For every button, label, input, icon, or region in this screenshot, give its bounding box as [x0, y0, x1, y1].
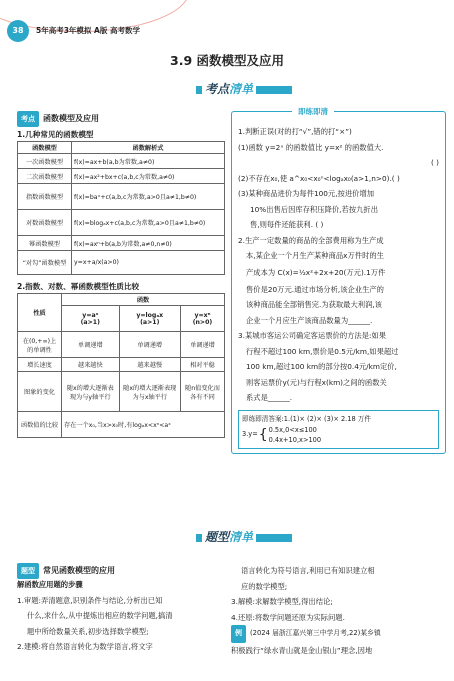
table1-header: 函数解析式: [72, 142, 225, 154]
table-cell: f(x)=baˣ+c(a,b,c为常数,a>0且a≠1,b≠0): [72, 184, 225, 210]
subheading-1: 1.几种常见的函数模型: [17, 130, 94, 139]
text-line: 3.某城市客运公司确定客运票价的方法是:如果: [238, 331, 387, 340]
subheading-2: 2.指数、对数、幂函数模型性质比较: [17, 282, 140, 291]
table-cell: “对勾”函数模型: [18, 251, 72, 275]
table-cell: 相对平稳: [180, 358, 224, 372]
table-cell: 幂函数模型: [18, 236, 72, 251]
text-line: 什么,求什么,从中提炼出相应的数学问题,搞清: [27, 611, 173, 620]
steps-heading: 解函数应用题的步骤: [17, 580, 83, 589]
text-line: 售价是20万元.通过市场分析,该企业生产的: [246, 284, 384, 294]
table-cell: 函数值的比较: [18, 412, 62, 438]
text-line: 该种商品能全部销售完.为获取最大利润,该: [246, 300, 382, 309]
topic-title: 常见函数模型的应用: [43, 566, 115, 575]
table-cell: 图象的变化: [18, 372, 62, 412]
table-cell: 随x的增大逐渐表现为与y轴平行: [62, 372, 120, 412]
text-line: 100 km,超过100 km的部分按0.4元/km定价,: [246, 362, 397, 371]
table-cell: f(x)=axⁿ+b(a,b为常数,a≠0,n≠0): [72, 236, 225, 251]
table-cell: 存在一个x₀,当x>x₀时,有logₐx<xⁿ<aˣ: [62, 412, 225, 438]
bottom-left-column: [17, 563, 225, 655]
example-tag: 例: [231, 625, 246, 643]
table-cell: 增长速度: [18, 358, 62, 372]
example-source: (2024 届浙江嘉兴第三中学月考,22)某乡镇: [250, 629, 381, 637]
practice-box: [231, 107, 446, 454]
tixing-banner: [196, 528, 292, 546]
topic-title: 函数模型及应用: [43, 114, 99, 123]
table2-header: 性质: [18, 294, 62, 332]
text-line: (2)不存在x₀,使 a^x₀<x₀ⁿ<logₐx₀(a>1,n>0).( ): [238, 173, 400, 183]
table-cell: 单调递增: [62, 332, 120, 358]
text-line: 2.建模:将自然语言转化为数学语言,将文字: [17, 642, 153, 651]
table-cell: 单调递增: [119, 332, 180, 358]
table-cell: 随n值变化而各有不同: [180, 372, 224, 412]
text-line: 2.生产一定数量的商品的全部费用称为生产成: [238, 235, 384, 245]
text-line: 1.审题:弄清题意,识别条件与结论,分析出已知: [17, 595, 163, 605]
table-cell: 随x的增大逐渐表现为与x轴平行: [119, 372, 180, 412]
left-column: [17, 111, 225, 438]
answer-piece: 0.4x+10,x>100: [268, 435, 322, 444]
table-cell: 在(0,+∞)上的单调性: [18, 332, 62, 358]
section-title: 3.9 函数模型及应用: [170, 53, 284, 68]
text-line: (1)函数 y=2ˣ 的函数值比 y=x² 的函数值大.: [238, 142, 384, 152]
table2-header: y=logₐx (a>1): [119, 306, 180, 332]
table-cell: 越来越慢: [119, 358, 180, 372]
answer-line: 即练即清答案:1.(1)× (2)× (3)× 2.18 万件: [242, 414, 371, 423]
text-line: (3)某种商品进价为每件100元,按进价增加: [238, 189, 375, 198]
text-line: 10%出售后因库存积压降价,若按九折出: [250, 204, 378, 214]
text-line: 3.解模:求解数学模型,得出结论;: [231, 597, 333, 606]
right-column: [231, 107, 446, 454]
topic-tag: 考点: [17, 111, 39, 127]
text-line: 系式是______.: [246, 393, 293, 402]
text-line: 语言转化为符号语言,利用已有知识建立相: [241, 566, 375, 575]
table-cell: 越来越快: [62, 358, 120, 372]
text-line: 行程不超过100 km,票价是0.5元/km,如果超过: [246, 346, 399, 356]
page-header: [0, 0, 454, 40]
text-line: 题中所给数量关系,初步选择数学模型;: [27, 626, 149, 636]
table2-header: 函数: [62, 294, 225, 306]
table-cell: 二次函数模型: [18, 169, 72, 184]
topic-tag: 题型: [17, 563, 39, 579]
text-line: ( ): [430, 158, 439, 167]
table-cell: 单调递增: [180, 332, 224, 358]
table-cell: 一次函数模型: [18, 154, 72, 169]
function-model-table: [17, 141, 225, 275]
table1-header: 函数模型: [18, 142, 72, 154]
practice-box-title: 即练即清: [292, 106, 334, 117]
banner-word-a: 题型: [205, 530, 230, 544]
text-line: 积极践行“绿水青山就是金山银山”理念,因地: [231, 645, 373, 655]
banner-word-b: 清单: [229, 530, 254, 544]
practice-text: [238, 124, 439, 406]
table-cell: f(x)=blogₐx+c(a,b,c为常数,a>0且a≠1,b≠0): [72, 210, 225, 236]
bottom-right-column: [231, 563, 446, 658]
answer-label: 3.y=: [242, 430, 258, 438]
banner-word-a: 考点: [205, 82, 230, 96]
table-cell: f(x)=ax²+bx+c(a,b,c为常数,a≠0): [72, 169, 225, 184]
page-number: 38: [7, 20, 29, 42]
kaodian-banner: [196, 80, 292, 98]
table-cell: 指数函数模型: [18, 184, 72, 210]
table2-header: y=xⁿ (n>0): [180, 306, 224, 332]
banner-word-b: 清单: [229, 82, 254, 96]
text-line: 产成本为 C(x)=½x²+2x+20(万元).1万件: [246, 267, 386, 277]
text-line: 企业一个月应生产该商品数量为______.: [246, 315, 373, 325]
text-line: 应的数学模型;: [241, 581, 288, 591]
table-cell: y=x+a/x(a>0): [72, 251, 225, 275]
book-title: 5年高考3年模拟 A版 高考数学: [36, 26, 140, 35]
answer-box: [238, 410, 439, 449]
table2-header: y=aˣ (a>1): [62, 306, 120, 332]
text-line: 本,某企业一个月生产某种商品x万件时的生: [246, 251, 384, 260]
property-compare-table: [17, 293, 225, 438]
text-line: 则客运票价y(元)与行程x(km)之间的函数关: [246, 377, 387, 387]
answer-piece: 0.5x,0<x≤100: [268, 425, 317, 434]
table-cell: f(x)=ax+b(a,b为常数,a≠0): [72, 154, 225, 169]
text-line: 1.判断正误(对的打“√”,错的打“×”): [238, 127, 352, 136]
text-line: 售,则每件还能获利. ( ): [250, 220, 324, 229]
text-line: 4.还原:将数学问题还原为实际问题.: [231, 612, 345, 622]
table-cell: 对数函数模型: [18, 210, 72, 236]
brace-icon: {: [258, 426, 268, 443]
